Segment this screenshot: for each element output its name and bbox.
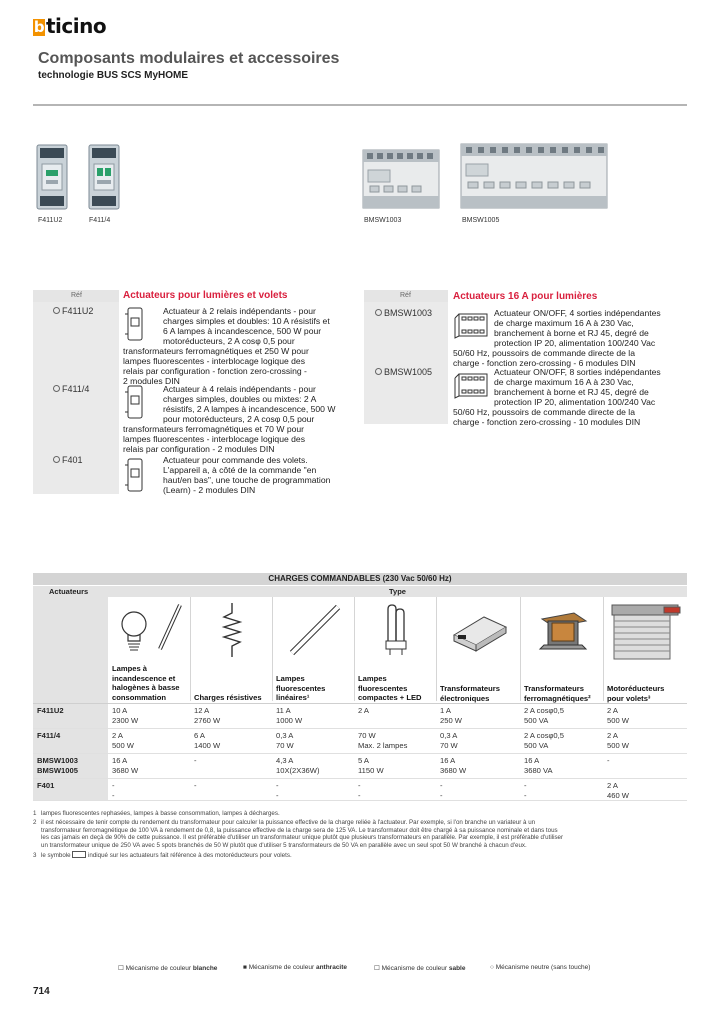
radio-icon [53,456,60,463]
f411u2-product-image [36,144,68,210]
table-header-left [33,597,108,703]
row-divider [33,728,687,729]
table-cell: 2 A cosφ0,5 500 VA [524,706,564,725]
table-cell: - [607,756,610,765]
resistor-icon [194,599,270,661]
column-divider [272,597,273,701]
footnote: 1 lampes fluorescentes rephasées, lampes à basse consommation, lampes à décharges. [33,810,280,817]
product-caption: F411U2 [38,217,63,224]
incandescent-lamp-icon [112,599,188,661]
bmsw1003-product-image [362,146,440,210]
column-header: Lampes à incandescence et halogènes à basse consommation [112,664,180,702]
fluorescent-tube-icon [276,599,352,661]
table-cell: 11 A 1000 W [276,706,303,725]
table-cell: - - [524,781,527,800]
din-module-icon [124,457,148,493]
row-divider [33,800,687,801]
footnote: 3 le symbole indiqué sur les actuateurs fait référence à des motoréducteurs pour volets. [33,852,292,859]
f411-4-product-image [88,144,120,210]
table-cell: 70 W Max. 2 lampes [358,731,408,750]
row-label: F411/4 [37,731,61,740]
ref-item[interactable]: F411/4 [53,384,89,394]
row-divider [33,753,687,754]
header-divider [33,104,687,106]
table-cell: 0,3 A 70 W [440,731,458,750]
column-header: Motoréducteurs pour volets³ [607,684,665,703]
ref-column-bg [364,302,448,424]
column-divider [520,597,521,701]
ref-item[interactable]: BMSW1003 [375,308,432,318]
electronic-transformer-icon [440,599,518,661]
shutter-symbol-icon [72,851,86,858]
bmsw1005-product-image [460,138,608,210]
column-divider [190,597,191,701]
table-cell: 5 A 1150 W [358,756,384,775]
section-title-16a-lights: Actuateurs 16 A pour lumières [453,291,598,302]
table-cell: 2 A [358,706,369,715]
radio-icon [375,368,382,375]
column-header: Charges résistives [194,693,262,702]
legend-item: ☐ Mécanisme de couleur sable [374,965,466,972]
product-caption: F411/4 [89,217,111,224]
table-cell: 1 A 250 W [440,706,462,725]
page-title: Composants modulaires et accessoires [38,50,340,67]
table-divider [33,703,687,704]
page-subtitle: technologie BUS SCS MyHOME [38,70,189,81]
column-header: Transformateurs ferromagnétiques² [524,684,591,703]
ref-item[interactable]: F401 [53,455,83,465]
table-cell: 6 A 1400 W [194,731,221,750]
table-cell: 2 A 500 W [112,731,134,750]
column-header: Lampes fluorescentes linéaires¹ [276,674,326,702]
table-subheader: Actuateurs Type [33,586,687,597]
row-divider [33,778,687,779]
din-module-icon [453,370,491,400]
ref-item[interactable]: F411U2 [53,306,93,316]
product-caption: BMSW1005 [462,217,500,224]
legend-item: ○ Mécanisme neutre (sans touche) [490,964,591,971]
column-header: Lampes fluorescentes compactes + LED [358,674,422,702]
din-module-icon [124,306,148,342]
bticino-logo: bticino [33,14,107,38]
section-title-lights-shutters: Actuateurs pour lumières et volets [123,290,288,301]
row-label: F401 [37,781,55,790]
ref-item[interactable]: BMSW1005 [375,367,432,377]
product-caption: BMSW1003 [364,217,402,224]
din-module-icon [453,310,491,340]
footnote: 2 il est nécessaire de tenir compte du rendement du transformateur pour calculer la puissance effective de la charge reliée à l'actuateur. Par exemple, si l'on branche un variateur à un transformateur ferromagnétique de 100 VA à rendement de 0,8, la puissance effective de la charge sera de 125 VA. Le transformateur doit être chargé à sa puissance nominale et dans tous les cas jamais en deçà de 90% de cette puissance. Il est préférable d'utiliser un transformateur unique plutôt que plusieurs transformateurs en parallèle. Par exemple, il est préférable d'utiliser un transformateur unique de 250 VA avec 5 spots branchés de 50 W plutôt que d'utiliser 5 transformateurs de 50 VA en parallèle avec un seul spot 50 W branché à chacun d'eux. [33,819,564,849]
legend-item: ☐ Mécanisme de couleur blanche [118,965,218,972]
row-label: BMSW1003 BMSW1005 [37,756,78,775]
column-divider [436,597,437,701]
table-cell: - - [358,781,361,800]
compact-fluorescent-icon [358,599,434,661]
table-title: CHARGES COMMANDABLES (230 Vac 50/60 Hz) [33,573,687,585]
table-cell: - - [440,781,443,800]
table-cell: 2 A 500 W [607,706,629,725]
ref-column-bg [33,302,119,494]
legend-item: ■ Mécanisme de couleur anthracite [243,964,348,971]
table-cell: - - [276,781,279,800]
table-cell: - [194,756,197,765]
row-label: F411U2 [37,706,64,715]
ref-header: Réf [33,290,119,302]
table-cell: - [194,781,197,790]
table-cell: 12 A 2760 W [194,706,221,725]
table-cell: - - [112,781,115,800]
din-module-icon [124,384,148,420]
table-cell: 2 A 460 W [607,781,629,800]
table-cell: 2 A cosφ0,5 500 VA [524,731,564,750]
table-cell: 10 A 2300 W [112,706,139,725]
column-header: Transformateurs électroniques [440,684,500,703]
table-cell: 16 A 3680 W [440,756,467,775]
table-cell: 0,3 A 70 W [276,731,294,750]
table-cell: 4,3 A 10X(2X36W) [276,756,320,775]
column-divider [354,597,355,701]
table-cell: 2 A 500 W [607,731,629,750]
ferromagnetic-transformer-icon [524,599,601,661]
motor-shutter-icon [606,599,686,661]
ref-header: Réf [364,290,448,302]
page-number: 714 [33,986,50,997]
radio-icon [53,385,60,392]
radio-icon [53,307,60,314]
table-cell: 16 A 3680 W [112,756,139,775]
column-divider [603,597,604,701]
table-cell: 16 A 3680 VA [524,756,553,775]
radio-icon [375,309,382,316]
